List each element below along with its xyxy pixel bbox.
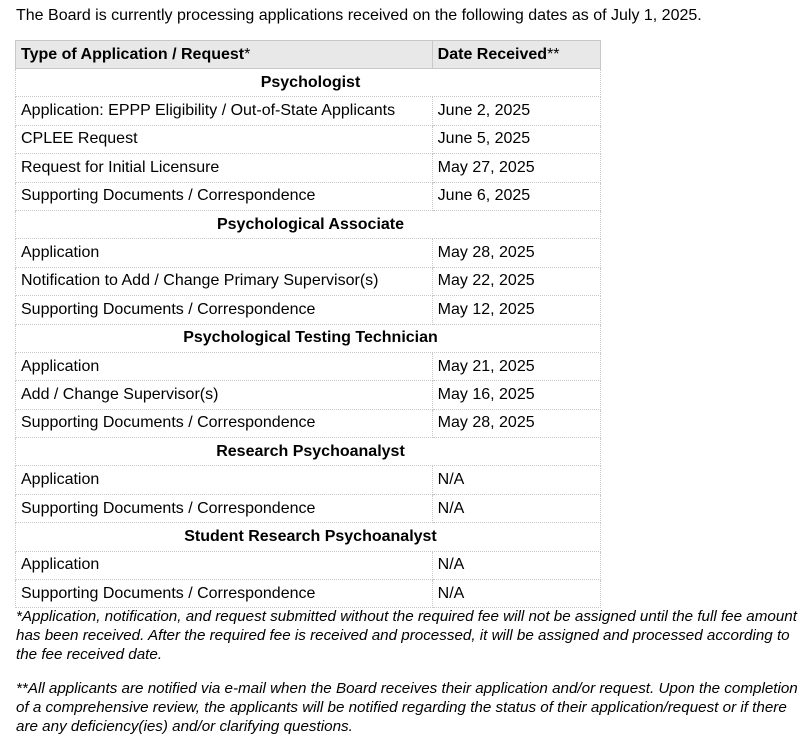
- table-row: [16, 239, 601, 267]
- table-row: [16, 182, 601, 210]
- table-row: [16, 381, 601, 409]
- date-received-cell: June 5, 2025: [432, 125, 600, 153]
- application-type-cell: CPLEE Request: [16, 125, 433, 153]
- application-type-cell: Application: [16, 352, 433, 380]
- header-date-received: [432, 41, 600, 69]
- table-row: [16, 409, 601, 437]
- date-received-cell: N/A: [432, 551, 600, 579]
- notification-footnote: **All applicants are notified via e-mail when the Board receives their application and/or request. Upon the completion of a comprehensive review, the applicants will be notified regarding the status of their application/request or if there are any deficiency(ies) and/or clarifying questions.: [16, 680, 798, 735]
- date-received-cell: May 22, 2025: [432, 267, 600, 295]
- date-received-cell: May 27, 2025: [432, 154, 600, 182]
- table-row: [16, 125, 601, 153]
- application-type-cell: Request for Initial Licensure: [16, 154, 433, 182]
- application-type-cell: Supporting Documents / Correspondence: [16, 409, 433, 437]
- section-title: Psychological Testing Technician: [16, 324, 601, 352]
- date-received-cell: May 28, 2025: [432, 239, 600, 267]
- table-body: [16, 69, 601, 608]
- date-received-cell: N/A: [432, 466, 600, 494]
- application-type-cell: Add / Change Supervisor(s): [16, 381, 433, 409]
- table-row: [16, 154, 601, 182]
- section-title: Research Psychoanalyst: [16, 438, 601, 466]
- date-received-cell: May 16, 2025: [432, 381, 600, 409]
- header-type-of-application: [16, 41, 433, 69]
- table-row: [16, 494, 601, 522]
- section-title: Psychological Associate: [16, 210, 601, 238]
- table-header-row: [16, 41, 601, 69]
- application-type-cell: Application: EPPP Eligibility / Out-of-State Applicants: [16, 97, 433, 125]
- table-row: [16, 97, 601, 125]
- header-date-label: Date Received: [437, 45, 548, 63]
- table-row: [16, 580, 601, 608]
- application-type-cell: Application: [16, 551, 433, 579]
- section-title: Psychologist: [16, 69, 601, 97]
- section-header-row: [16, 210, 601, 238]
- section-title: Student Research Psychoanalyst: [16, 523, 601, 551]
- fee-footnote: *Application, notification, and request submitted without the required fee will not be assigned until the full fee amount has been received. After the required fee is received and processed, it will be assigned and processed according to the fee received date.: [16, 608, 797, 663]
- table-row: [16, 466, 601, 494]
- table-row: [16, 296, 601, 324]
- table-row: [16, 352, 601, 380]
- application-type-cell: Application: [16, 466, 433, 494]
- date-received-cell: May 21, 2025: [432, 352, 600, 380]
- date-received-cell: N/A: [432, 580, 600, 608]
- table-row: [16, 267, 601, 295]
- section-header-row: [16, 324, 601, 352]
- header-type-footnote-mark: *: [244, 45, 251, 63]
- section-header-row: [16, 523, 601, 551]
- header-type-label: Type of Application / Request: [21, 45, 245, 63]
- section-header-row: [16, 69, 601, 97]
- application-type-cell: Supporting Documents / Correspondence: [16, 580, 433, 608]
- date-received-cell: N/A: [432, 494, 600, 522]
- application-type-cell: Supporting Documents / Correspondence: [16, 182, 433, 210]
- date-received-cell: June 2, 2025: [432, 97, 600, 125]
- application-type-cell: Supporting Documents / Correspondence: [16, 296, 433, 324]
- intro-text: The Board is currently processing applications received on the following dates as of July 1, 2025.: [16, 7, 702, 24]
- processing-dates-table: [15, 40, 601, 608]
- application-type-cell: Application: [16, 239, 433, 267]
- section-header-row: [16, 438, 601, 466]
- date-received-cell: May 28, 2025: [432, 409, 600, 437]
- date-received-cell: June 6, 2025: [432, 182, 600, 210]
- header-date-footnote-mark: **: [547, 45, 560, 63]
- application-type-cell: Notification to Add / Change Primary Supervisor(s): [16, 267, 433, 295]
- table-row: [16, 551, 601, 579]
- application-type-cell: Supporting Documents / Correspondence: [16, 494, 433, 522]
- date-received-cell: May 12, 2025: [432, 296, 600, 324]
